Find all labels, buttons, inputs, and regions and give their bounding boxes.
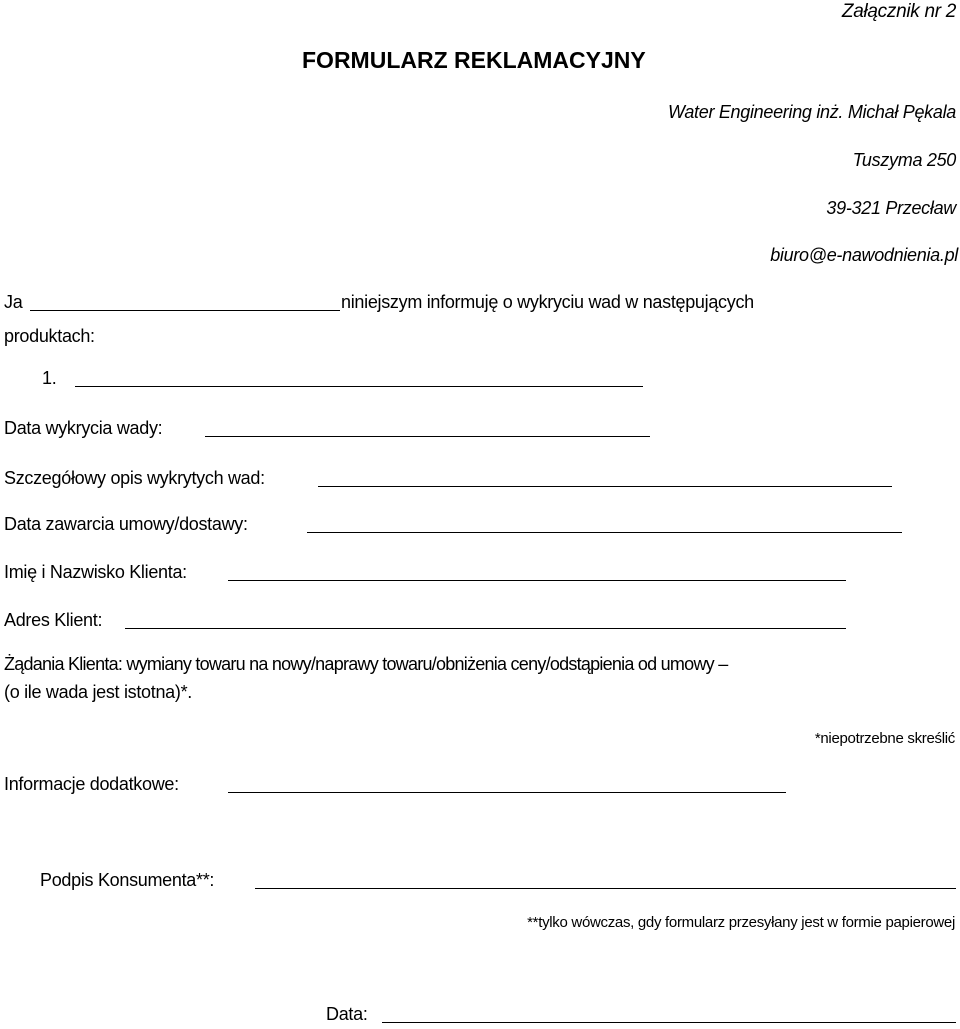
intro-line2: produktach: xyxy=(4,326,95,346)
annex-label: Załącznik nr 2 xyxy=(841,1,956,22)
company-name: Water Engineering inż. Michał Pękala xyxy=(667,102,956,122)
item-number: 1. xyxy=(42,368,57,388)
signature-blank[interactable] xyxy=(255,888,956,889)
client-address-label: Adres Klient: xyxy=(4,610,103,630)
intro-ja: Ja xyxy=(4,292,23,312)
company-city: 39-321 Przecław xyxy=(826,198,956,218)
defect-description-label: Szczegółowy opis wykrytych wad: xyxy=(4,468,265,488)
defect-date-label: Data wykrycia wady: xyxy=(4,418,163,438)
demands-line1: Żądania Klienta: wymiany towaru na nowy/naprawy towaru/obniżenia ceny/odstąpienia od umowy – xyxy=(4,654,728,674)
client-name-label: Imię i Nazwisko Klienta: xyxy=(4,562,187,582)
demands-line2: (o ile wada jest istotna)*. xyxy=(4,682,192,702)
product-blank[interactable] xyxy=(75,386,643,387)
date-label: Data: xyxy=(326,1004,368,1024)
additional-info-blank[interactable] xyxy=(228,792,786,793)
strike-note: *niepotrzebne skreślić xyxy=(814,730,955,747)
paper-note: **tylko wówczas, gdy formularz przesyłany jest w formie papierowej xyxy=(527,914,955,931)
contract-date-blank[interactable] xyxy=(307,532,902,533)
intro-text: niniejszym informuję o wykryciu wad w następujących xyxy=(341,292,754,312)
company-street: Tuszyma 250 xyxy=(852,150,956,170)
name-blank[interactable] xyxy=(30,310,340,311)
contract-date-label: Data zawarcia umowy/dostawy: xyxy=(4,514,248,534)
additional-info-label: Informacje dodatkowe: xyxy=(4,774,179,794)
defect-description-blank[interactable] xyxy=(318,486,892,487)
client-address-blank[interactable] xyxy=(125,628,846,629)
company-email: biuro@e-nawodnienia.pl xyxy=(770,245,958,265)
signature-label: Podpis Konsumenta**: xyxy=(40,870,215,890)
defect-date-blank[interactable] xyxy=(205,436,650,437)
page-title: FORMULARZ REKLAMACYJNY xyxy=(302,47,646,73)
date-blank[interactable] xyxy=(382,1022,956,1023)
client-name-blank[interactable] xyxy=(228,580,846,581)
